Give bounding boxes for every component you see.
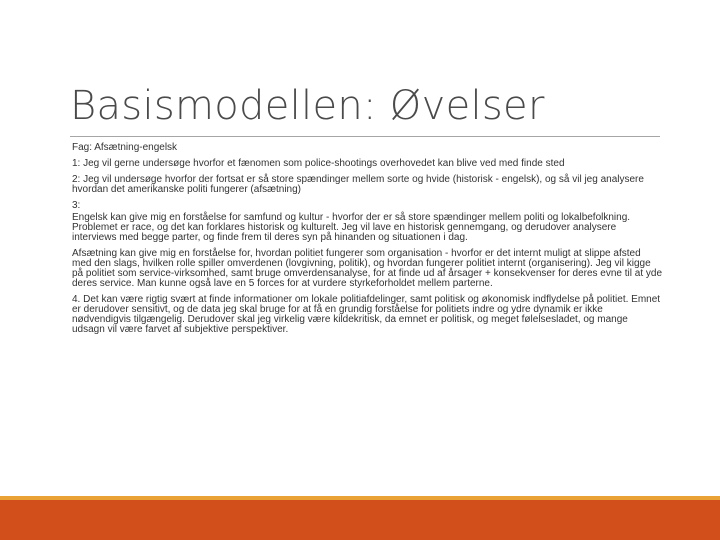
point-3-label: 3: — [72, 200, 81, 211]
title-divider — [70, 136, 660, 137]
subject-line: Fag: Afsætning-engelsk — [72, 142, 178, 153]
point-4: 4. Det kan være rigtig svært at finde informationer om lokale politiafdelinger, samt politisk og økonomisk indflydelse på politiet. Emnet er derudover sensitivt, og de data jeg skal bruge for at få en grundig forståelse for politiets indre og ydre dynamik er ikke nødvendigvis tilgængelig. Derudover skal jeg virkelig være kildekritisk, da emnet er politisk, og meget følelsesladet, og mange udsagn vil være farvet af subjektive perspektiver. — [72, 294, 661, 335]
point-2: 2: Jeg vil undersøge hvorfor der fortsat er så store spændinger mellem sorte og hvide (historisk - engelsk), og så vil jeg analysere hvordan det amerikanske politi fungerer (afsætning) — [72, 174, 644, 195]
footer-bar — [0, 500, 720, 540]
point-1: 1: Jeg vil gerne undersøge hvorfor et fænomen som police-shootings overhovedet kan blive ved med finde sted — [72, 158, 565, 169]
slide-body — [72, 143, 662, 341]
footer-accent-line — [0, 496, 720, 500]
point-3-english: Engelsk kan give mig en forståelse for samfund og kultur - hvorfor der er så store spændinger mellem politi og lokalbefolkning. Problemet er race, og det kan forklares historisk og kulturelt. Jeg vil lave en historisk gennemgang, og derudover analysere interviews med begge parter, og finde frem til deres syn på hinanden og situationen i dag. — [72, 212, 631, 243]
point-3-marketing: Afsætning kan give mig en forståelse for, hvordan politiet fungerer som organisation - hvorfor er det internt muligt at slippe afsted med den slags, hvilken rolle spiller omverdenen (lovgivning, politik), og hvordan fungerer politiet internt (organisering). Jeg vil kigge på politiet som service-virksomhed, samt bruge omverdensanalyse, for at finde ud af årsager + konsekvenser for deres evne til at yde deres service. Man kunne også lave en 5 forces for at vurdere styrkeforholdet mellem parterne. — [72, 248, 663, 289]
slide-title: Basismodellen: Øvelser — [70, 83, 545, 129]
